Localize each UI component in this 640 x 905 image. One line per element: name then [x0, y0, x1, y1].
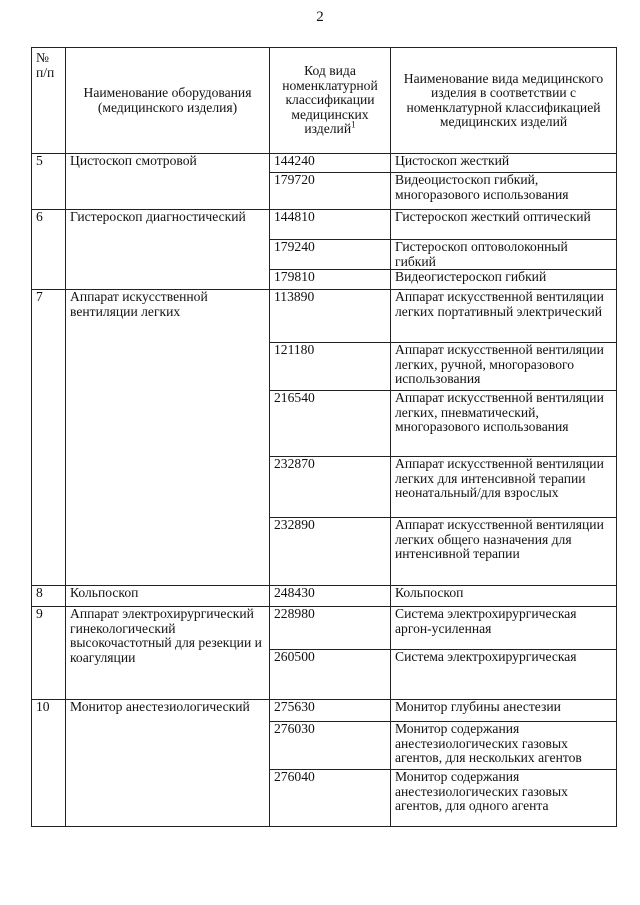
classification-code: 260500	[270, 650, 391, 700]
device-kind-name: Система электрохирургическая аргон-усиленная	[391, 607, 617, 650]
row-number: 7	[32, 290, 66, 586]
table-header-row	[32, 48, 617, 154]
device-kind-name: Монитор глубины анестезии	[391, 700, 617, 722]
classification-code: 144240	[270, 154, 391, 173]
row-number: 10	[32, 700, 66, 827]
device-kind-name: Монитор содержания анестезиологических газовых агентов, для нескольких агентов	[391, 722, 617, 770]
classification-code: 113890	[270, 290, 391, 343]
device-kind-name: Аппарат искусственной вентиляции легких, ручной, многоразового использования	[391, 343, 617, 391]
row-number: 8	[32, 586, 66, 607]
row-number: 6	[32, 210, 66, 290]
device-kind-name: Гистероскоп жесткий оптический	[391, 210, 617, 240]
header-code	[270, 48, 391, 154]
equipment-name: Кольпоскоп	[66, 586, 270, 607]
header-equipment: Наименование оборудования (медицинского изделия)	[66, 48, 270, 154]
equipment-name: Цистоскоп смотровой	[66, 154, 270, 210]
table-row	[32, 700, 617, 722]
table-row	[32, 586, 617, 607]
classification-code: 232890	[270, 518, 391, 586]
device-kind-name: Цистоскоп жесткий	[391, 154, 617, 173]
classification-code: 179240	[270, 240, 391, 270]
device-kind-name: Аппарат искусственной вентиляции легких общего назначения для интенсивной терапии	[391, 518, 617, 586]
classification-code: 216540	[270, 391, 391, 457]
footnote-marker: 1	[351, 119, 356, 130]
header-code-text: Код вида номенклатурной классификации медицинских изделий	[282, 63, 378, 137]
equipment-name: Аппарат искусственной вентиляции легких	[66, 290, 270, 586]
page-number: 2	[316, 9, 324, 25]
classification-code: 232870	[270, 457, 391, 518]
header-num: № п/п	[32, 48, 66, 154]
device-kind-name: Кольпоскоп	[391, 586, 617, 607]
row-number: 5	[32, 154, 66, 210]
device-kind-name: Гистероскоп оптоволоконный гибкий	[391, 240, 617, 270]
equipment-name: Аппарат электрохирургический гинекологический высокочастотный для резекции и коагуляции	[66, 607, 270, 700]
device-kind-name: Аппарат искусственной вентиляции легких портативный электрический	[391, 290, 617, 343]
equipment-name: Гистероскоп диагностический	[66, 210, 270, 290]
device-kind-name: Система электрохирургическая	[391, 650, 617, 700]
classification-code: 179720	[270, 173, 391, 210]
classification-code: 248430	[270, 586, 391, 607]
device-kind-name: Видеогистероскоп гибкий	[391, 270, 617, 290]
classification-code: 228980	[270, 607, 391, 650]
equipment-name: Монитор анестезиологический	[66, 700, 270, 827]
equipment-table	[31, 47, 617, 827]
classification-code: 275630	[270, 700, 391, 722]
classification-code: 121180	[270, 343, 391, 391]
device-kind-name: Монитор содержания анестезиологических газовых агентов, для одного агента	[391, 770, 617, 827]
device-kind-name: Видеоцистоскоп гибкий, многоразового использования	[391, 173, 617, 210]
device-kind-name: Аппарат искусственной вентиляции легких для интенсивной терапии неонатальный/для взрослых	[391, 457, 617, 518]
classification-code: 276040	[270, 770, 391, 827]
classification-code: 144810	[270, 210, 391, 240]
device-kind-name: Аппарат искусственной вентиляции легких, пневматический, многоразового использования	[391, 391, 617, 457]
table-row	[32, 210, 617, 240]
table-body	[32, 154, 617, 827]
table-row	[32, 154, 617, 173]
table-row	[32, 607, 617, 650]
table-row	[32, 290, 617, 343]
header-kind: Наименование вида медицинского изделия в соответствии с номенклатурной классификацией медицинских изделий	[391, 48, 617, 154]
row-number: 9	[32, 607, 66, 700]
classification-code: 179810	[270, 270, 391, 290]
classification-code: 276030	[270, 722, 391, 770]
